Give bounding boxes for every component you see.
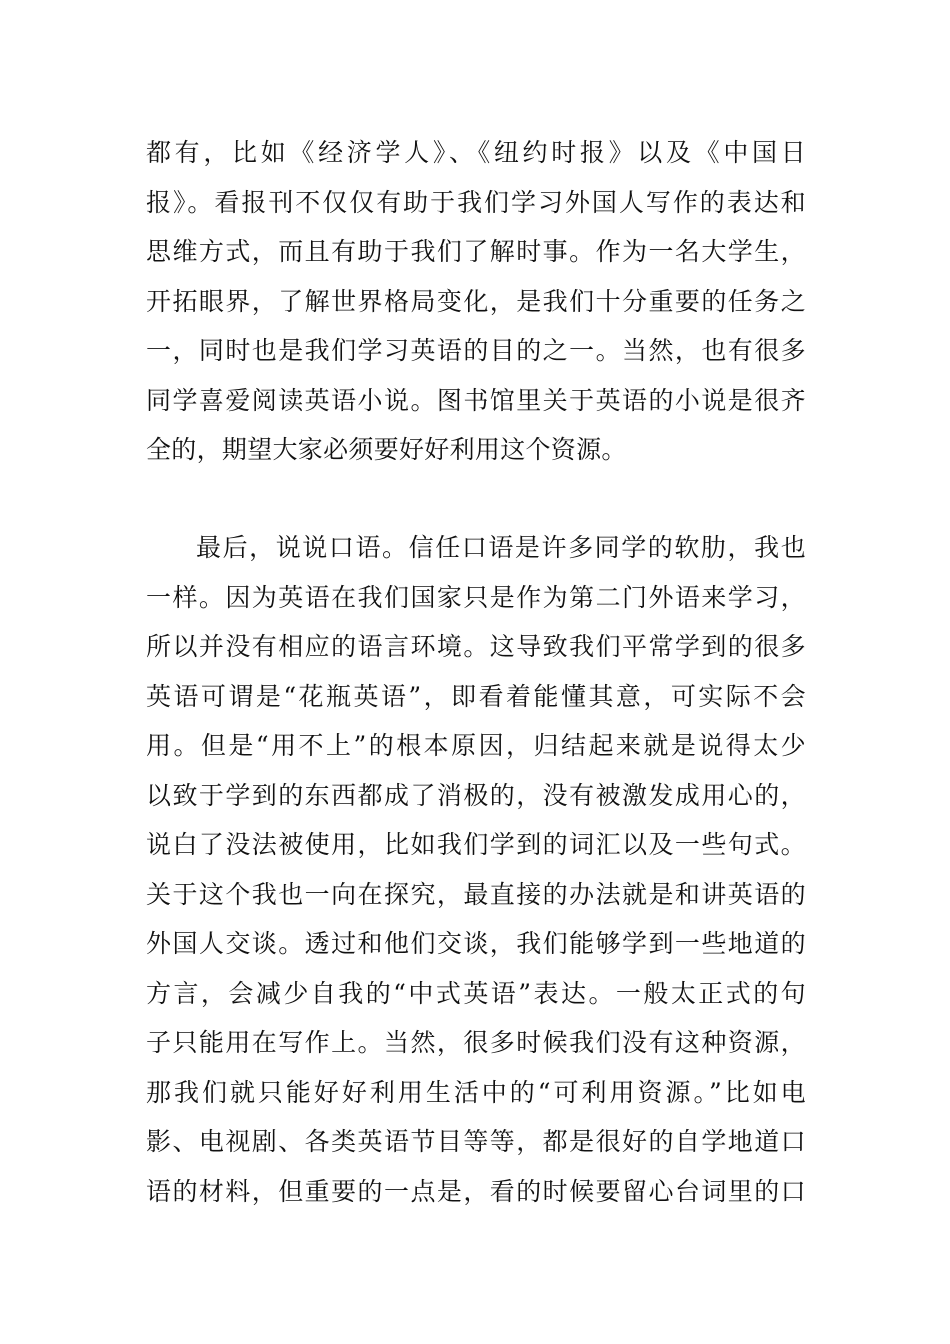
- text-line: 同学喜爱阅读英语小说。图书馆里关于英语的小说是很齐: [146, 385, 806, 415]
- paragraph-reading-newspapers: [146, 128, 806, 475]
- text-line: 方言，会减少自我的“中式英语”表达。一般太正式的句: [146, 978, 806, 1008]
- text-line: 影、电视剧、各类英语节目等等，都是很好的自学地道口: [146, 1127, 806, 1156]
- text-line: 报》。看报刊不仅仅有助于我们学习外国人写作的表达和: [146, 187, 806, 217]
- text-line: 子只能用在写作上。当然，很多时候我们没有这种资源，: [146, 1028, 806, 1057]
- text-line: 外国人交谈。透过和他们交谈，我们能够学到一些地道的: [146, 929, 806, 958]
- text-line: 语的材料，但重要的一点是，看的时候要留心台词里的口: [146, 1176, 806, 1206]
- text-line: 以致于学到的东西都成了消极的，没有被激发成用心的，: [146, 780, 806, 810]
- text-line: 关于这个我也一向在探究，最直接的办法就是和讲英语的: [146, 879, 806, 909]
- paragraph-spoken-english: [146, 523, 806, 1216]
- text-line: 全的，期望大家必须要好好利用这个资源。: [146, 435, 627, 464]
- text-line: 开拓眼界，了解世界格局变化，是我们十分重要的任务之: [146, 286, 806, 316]
- text-line: 最后，说说口语。信任口语是许多同学的软肋，我也: [196, 533, 806, 562]
- text-line: 一样。因为英语在我们国家只是作为第二门外语来学习，: [146, 582, 806, 612]
- text-line: 英语可谓是“花瓶英语”，即看着能懂其意，可实际不会: [146, 681, 806, 711]
- text-line: 说白了没法被使用，比如我们学到的词汇以及一些句式。: [146, 830, 806, 859]
- text-line: 思维方式，而且有助于我们了解时事。作为一名大学生，: [146, 237, 806, 266]
- text-line: 所以并没有相应的语言环境。这导致我们平常学到的很多: [146, 632, 806, 661]
- text-line: 都有，比如《经济学人》、《纽约时报》以及《中国日: [146, 138, 806, 167]
- text-line: 用。但是“用不上”的根本原因，归结起来就是说得太少: [146, 731, 806, 760]
- text-line: 一，同时也是我们学习英语的目的之一。当然，也有很多: [146, 336, 806, 365]
- text-line: 那我们就只能好好利用生活中的“可利用资源。”比如电: [146, 1077, 806, 1107]
